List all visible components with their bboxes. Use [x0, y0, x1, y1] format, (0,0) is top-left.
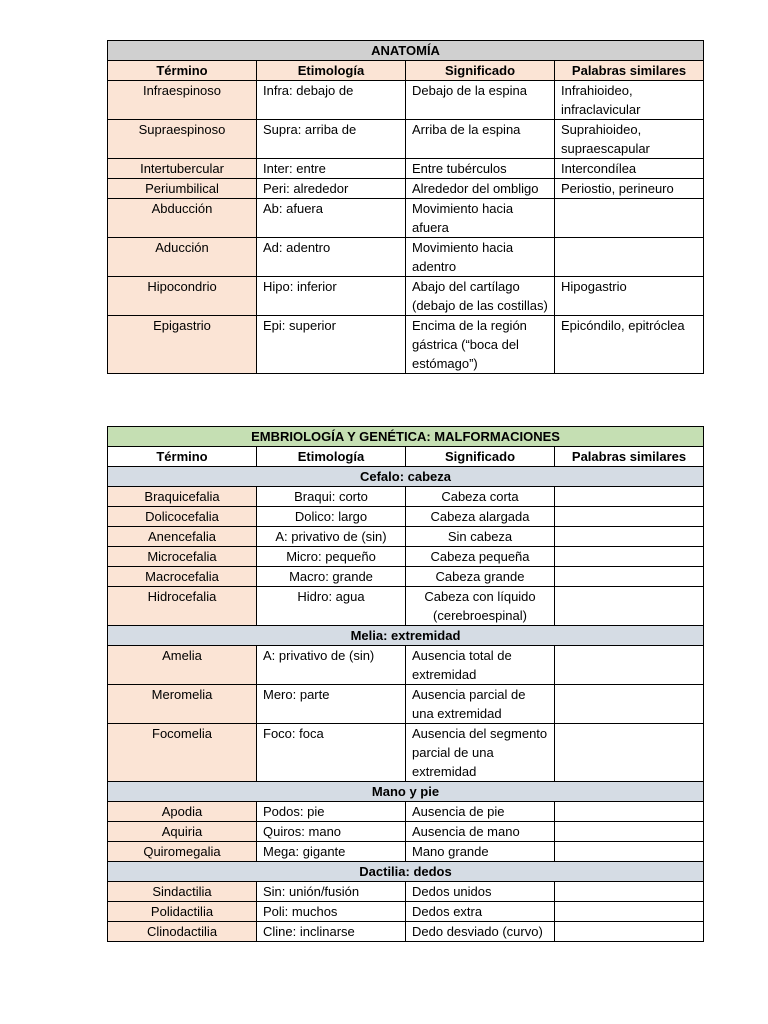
etymology-cell: Micro: pequeño: [257, 547, 406, 567]
meaning-cell: Abajo del cartílago (debajo de las costillas): [406, 277, 555, 316]
term-cell: Focomelia: [108, 724, 257, 782]
meaning-cell: Cabeza grande: [406, 567, 555, 587]
column-header: Palabras similares: [555, 447, 704, 467]
term-cell: Hipocondrio: [108, 277, 257, 316]
table-row: [108, 159, 704, 179]
similar-words-cell: [555, 822, 704, 842]
etymology-cell: Hidro: agua: [257, 587, 406, 626]
etymology-cell: Macro: grande: [257, 567, 406, 587]
term-cell: Supraespinoso: [108, 120, 257, 159]
table-row: [108, 822, 704, 842]
etymology-cell: A: privativo de (sin): [257, 646, 406, 685]
table-title: EMBRIOLOGÍA Y GENÉTICA: MALFORMACIONES: [108, 427, 704, 447]
meaning-cell: Encima de la región gástrica (“boca del estómago”): [406, 316, 555, 374]
meaning-cell: Debajo de la espina: [406, 81, 555, 120]
meaning-cell: Alrededor del ombligo: [406, 179, 555, 199]
term-cell: Meromelia: [108, 685, 257, 724]
meaning-cell: Dedos extra: [406, 902, 555, 922]
meaning-cell: Arriba de la espina: [406, 120, 555, 159]
section-row: [108, 467, 704, 487]
table-row: [108, 842, 704, 862]
term-cell: Braquicefalia: [108, 487, 257, 507]
similar-words-cell: [555, 487, 704, 507]
etymology-cell: Podos: pie: [257, 802, 406, 822]
table-row: [108, 724, 704, 782]
etymology-cell: Mero: parte: [257, 685, 406, 724]
table-row: [108, 120, 704, 159]
similar-words-cell: [555, 567, 704, 587]
term-cell: Amelia: [108, 646, 257, 685]
etymology-cell: Infra: debajo de: [257, 81, 406, 120]
table-row: [108, 547, 704, 567]
etymology-cell: Poli: muchos: [257, 902, 406, 922]
etymology-cell: Ad: adentro: [257, 238, 406, 277]
etymology-cell: Inter: entre: [257, 159, 406, 179]
term-cell: Infraespinoso: [108, 81, 257, 120]
meaning-cell: Cabeza pequeña: [406, 547, 555, 567]
meaning-cell: Mano grande: [406, 842, 555, 862]
meaning-cell: Cabeza con líquido (cerebroespinal): [406, 587, 555, 626]
table-row: [108, 882, 704, 902]
table-row: [108, 802, 704, 822]
similar-words-cell: [555, 922, 704, 942]
similar-words-cell: [555, 724, 704, 782]
similar-words-cell: [555, 199, 704, 238]
term-cell: Clinodactilia: [108, 922, 257, 942]
meaning-cell: Ausencia del segmento parcial de una extremidad: [406, 724, 555, 782]
etymology-cell: Ab: afuera: [257, 199, 406, 238]
table-row: [108, 527, 704, 547]
term-cell: Macrocefalia: [108, 567, 257, 587]
term-cell: Periumbilical: [108, 179, 257, 199]
meaning-cell: Movimiento hacia adentro: [406, 238, 555, 277]
etymology-cell: Quiros: mano: [257, 822, 406, 842]
section-row: [108, 782, 704, 802]
meaning-cell: Entre tubérculos: [406, 159, 555, 179]
table-row: [108, 179, 704, 199]
similar-words-cell: Intercondílea: [555, 159, 704, 179]
similar-words-cell: [555, 646, 704, 685]
meaning-cell: Ausencia de pie: [406, 802, 555, 822]
etymology-cell: Dolico: largo: [257, 507, 406, 527]
term-cell: Dolicocefalia: [108, 507, 257, 527]
table-row: [108, 277, 704, 316]
similar-words-cell: [555, 882, 704, 902]
table-row: [108, 922, 704, 942]
etymology-cell: Peri: alrededor: [257, 179, 406, 199]
similar-words-cell: [555, 547, 704, 567]
section-row: [108, 862, 704, 882]
etymology-cell: Supra: arriba de: [257, 120, 406, 159]
section-title: Dactilia: dedos: [108, 862, 704, 882]
table-row: [108, 199, 704, 238]
table-title: ANATOMÍA: [108, 41, 704, 61]
anatomia-table: [107, 40, 704, 374]
meaning-cell: Dedo desviado (curvo): [406, 922, 555, 942]
term-cell: Aducción: [108, 238, 257, 277]
term-cell: Intertubercular: [108, 159, 257, 179]
meaning-cell: Dedos unidos: [406, 882, 555, 902]
term-cell: Microcefalia: [108, 547, 257, 567]
etymology-cell: Mega: gigante: [257, 842, 406, 862]
column-header: Significado: [406, 447, 555, 467]
similar-words-cell: [555, 685, 704, 724]
meaning-cell: Cabeza corta: [406, 487, 555, 507]
etymology-cell: Epi: superior: [257, 316, 406, 374]
meaning-cell: Sin cabeza: [406, 527, 555, 547]
column-header: Significado: [406, 61, 555, 81]
column-header: Etimología: [257, 447, 406, 467]
column-header: Término: [108, 61, 257, 81]
table-row: [108, 487, 704, 507]
table-row: [108, 316, 704, 374]
similar-words-cell: [555, 587, 704, 626]
table-row: [108, 587, 704, 626]
term-cell: Sindactilia: [108, 882, 257, 902]
meaning-cell: Cabeza alargada: [406, 507, 555, 527]
etymology-cell: Cline: inclinarse: [257, 922, 406, 942]
table-row: [108, 507, 704, 527]
term-cell: Anencefalia: [108, 527, 257, 547]
section-row: [108, 626, 704, 646]
similar-words-cell: [555, 507, 704, 527]
table-row: [108, 646, 704, 685]
etymology-cell: Hipo: inferior: [257, 277, 406, 316]
section-title: Cefalo: cabeza: [108, 467, 704, 487]
column-header: Etimología: [257, 61, 406, 81]
similar-words-cell: [555, 527, 704, 547]
meaning-cell: Ausencia total de extremidad: [406, 646, 555, 685]
table-row: [108, 685, 704, 724]
etymology-cell: Sin: unión/fusión: [257, 882, 406, 902]
column-header: Término: [108, 447, 257, 467]
similar-words-cell: Suprahioideo, supraescapular: [555, 120, 704, 159]
similar-words-cell: Periostio, perineuro: [555, 179, 704, 199]
table-row: [108, 567, 704, 587]
similar-words-cell: [555, 802, 704, 822]
meaning-cell: Ausencia de mano: [406, 822, 555, 842]
term-cell: Apodia: [108, 802, 257, 822]
etymology-cell: A: privativo de (sin): [257, 527, 406, 547]
meaning-cell: Movimiento hacia afuera: [406, 199, 555, 238]
section-title: Melia: extremidad: [108, 626, 704, 646]
similar-words-cell: Hipogastrio: [555, 277, 704, 316]
term-cell: Abducción: [108, 199, 257, 238]
similar-words-cell: [555, 842, 704, 862]
etymology-cell: Foco: foca: [257, 724, 406, 782]
term-cell: Epigastrio: [108, 316, 257, 374]
term-cell: Hidrocefalia: [108, 587, 257, 626]
similar-words-cell: [555, 238, 704, 277]
column-header: Palabras similares: [555, 61, 704, 81]
term-cell: Quiromegalia: [108, 842, 257, 862]
table-row: [108, 902, 704, 922]
etymology-cell: Braqui: corto: [257, 487, 406, 507]
table-row: [108, 81, 704, 120]
similar-words-cell: Infrahioideo, infraclavicular: [555, 81, 704, 120]
section-title: Mano y pie: [108, 782, 704, 802]
meaning-cell: Ausencia parcial de una extremidad: [406, 685, 555, 724]
similar-words-cell: [555, 902, 704, 922]
similar-words-cell: Epicóndilo, epitróclea: [555, 316, 704, 374]
embriologia-table: [107, 426, 704, 942]
term-cell: Polidactilia: [108, 902, 257, 922]
table-row: [108, 238, 704, 277]
term-cell: Aquiria: [108, 822, 257, 842]
